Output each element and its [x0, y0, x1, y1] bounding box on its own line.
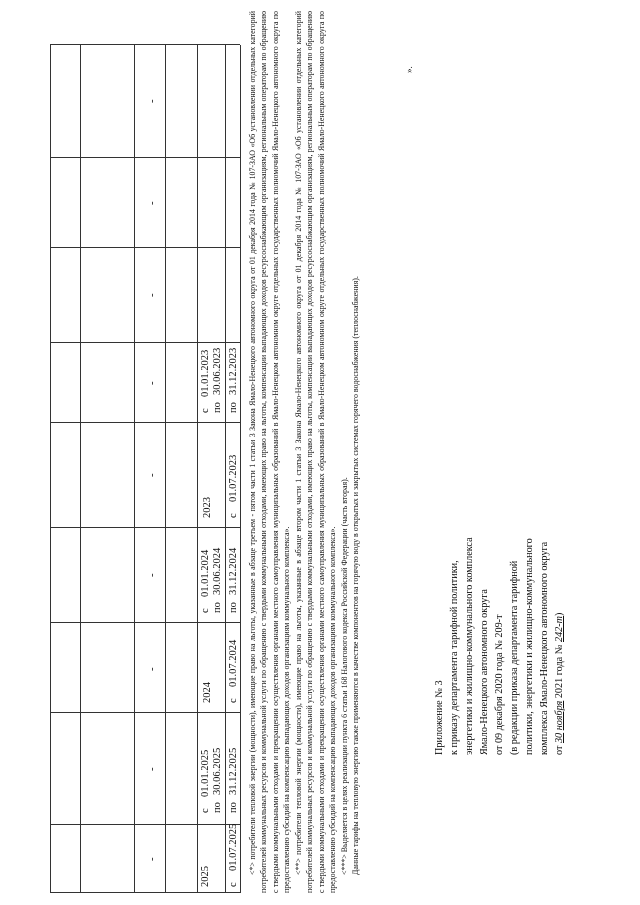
period-end-label: по: [212, 802, 223, 813]
table-dash: -: [146, 767, 158, 771]
year-cell: 2023: [202, 497, 213, 518]
period-start-label: с: [200, 408, 211, 413]
period-end-label: по: [228, 402, 239, 413]
footnote-4: Данные тарифы на тепловую энергию также применяются в качестве компонентов на горячую воду в открытых и закрытых системах горячего водоснабжения (теплоснабжения).: [351, 276, 361, 875]
table-dash: -: [146, 573, 158, 577]
handwritten-number: 242-т: [554, 615, 565, 642]
period-start-date: 01.01.2025: [200, 749, 211, 797]
footnotes: [247, 11, 362, 893]
appendix-line: к приказу департамента тарифной политики,: [449, 560, 460, 755]
appendix-date-line: от 30 ноября 2021 года № 242-т): [554, 612, 565, 755]
period-end-date: 30.06.2024: [212, 547, 223, 595]
closing-quote-mark: ».: [404, 66, 414, 73]
period-end-label: по: [212, 402, 223, 413]
period-end-label: по: [212, 602, 223, 613]
table-dash: -: [146, 99, 158, 103]
period-end-label: по: [228, 802, 239, 813]
appendix-line: от 09 декабря 2020 года № 209-т: [494, 614, 505, 755]
period-start-label: с: [200, 808, 211, 813]
appendix-title: Приложение № 3: [434, 680, 445, 755]
period-end-date: 31.12.2025: [228, 747, 239, 795]
appendix-header: [432, 335, 567, 755]
year-cell: 2025: [200, 866, 211, 887]
period-start-date: 01.07.2024: [228, 639, 239, 687]
period-start-label: с: [228, 882, 239, 887]
period-start-date: 01.01.2023: [200, 349, 211, 397]
handwritten-day: 30: [554, 732, 565, 744]
handwritten-month: ноября: [554, 700, 565, 731]
table-contents: [50, 0, 240, 893]
footnote-1: <*> потребители тепловой энергии (мощности), имеющие право на льготы, указанные в абзаце третьем - пятом части 1 статьи 3 Закона Ямало-Ненецкого автономного округа от 01 декабря 2014 года № 107-ЗАО «Об установлении отдельных категорий потребителей коммунальных ресурсов и коммунальной услуги по обращению с твердыми коммунальными отходами, имеющих право на льготы, компенсации выпадающих доходов ресурсоснабжающим организациям, региональным операторам по обращению с твердыми коммунальными отходами и прекращении осуществления органами местного самоуправления муниципальных образований в Ямало-Ненецком автономном округе отдельных государственных полномочий Ямало-Ненецкого автономного округа по предоставлению субсидий на компенсацию выпадающих доходов организациям коммунального комплекса».: [248, 11, 292, 893]
table-dash: -: [146, 201, 158, 205]
table-dash: -: [146, 667, 158, 671]
table-dash: -: [146, 473, 158, 477]
appendix-line: политики, энергетики и жилищно-коммунального: [524, 538, 535, 755]
period-start-label: с: [228, 513, 239, 518]
period-end-date: 30.06.2025: [212, 747, 223, 795]
period-start-date: 01.01.2024: [200, 549, 211, 597]
period-end-label: по: [228, 602, 239, 613]
footnote-2: <**> потребители тепловой энергии (мощности), имеющие право на льготы, указанные в абзаце втором части 1 статьи 3 Закона Ямало-Ненецкого автономного округа от 01 декабря 2014 года № 107-ЗАО «Об установлении отдельных категорий потребителей коммунальных ресурсов и коммунальной услуги по обращению с твердыми коммунальными отходами, имеющих право на льготы, компенсации выпадающих доходов ресурсоснабжающим организациям, региональным операторам по обращению с твердыми коммунальными отходами и прекращении осуществления органами местного самоуправления муниципальных образований в Ямало-Ненецком автономном округе отдельных государственных полномочий Ямало-Ненецкого автономного округа по предоставлению субсидий на компенсацию выпадающих доходов организациям коммунального комплекса».: [293, 11, 338, 893]
period-end-date: 30.06.2023: [212, 347, 223, 395]
period-start-date: 01.07.2023: [228, 454, 239, 502]
table-dash: -: [146, 293, 158, 297]
period-end-date: 31.12.2024: [228, 547, 239, 595]
appendix-line: комплекса Ямало-Ненецкого автономного округа: [539, 541, 550, 755]
period-end-date: 31.12.2023: [228, 347, 239, 395]
appendix-line: Ямало-Ненецкого автономного округа: [479, 589, 490, 755]
period-start-label: с: [228, 698, 239, 703]
period-start-label: с: [200, 608, 211, 613]
appendix-line: энергетики и жилищно-коммунального комплекса: [464, 537, 475, 755]
table-dash: -: [146, 381, 158, 385]
footnote-3: <***> Выделяется в целях реализации пункта 6 статьи 168 Налогового кодекса Российской Федерации (часть вторая).: [339, 477, 349, 875]
appendix-line: (в редакции приказа департамента тарифной: [509, 560, 520, 755]
year-cell: 2024: [202, 682, 213, 703]
period-start-date: 01.07.2025: [228, 823, 239, 871]
table-dash: -: [146, 857, 158, 861]
